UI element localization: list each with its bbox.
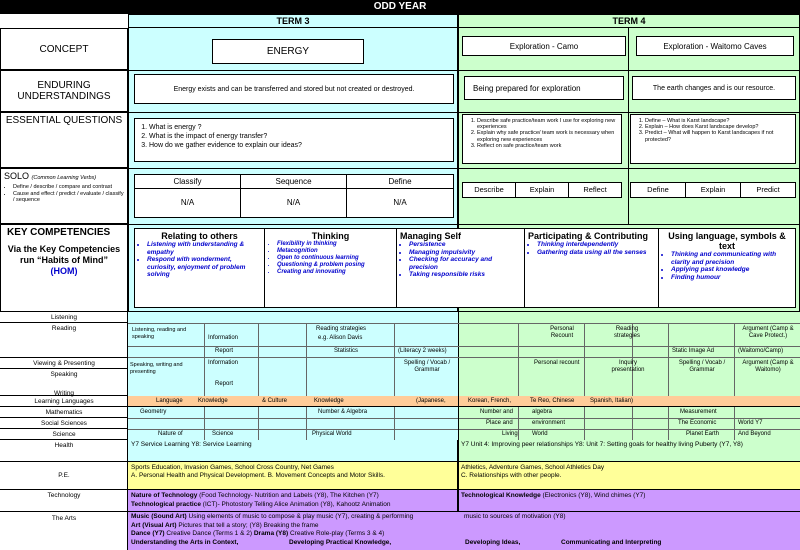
essential-term4a-q2: 2. Explain why safe practice/ team work is necessary when exploring new experiences xyxy=(477,130,621,142)
reading-information: Information xyxy=(208,335,239,341)
social-economic: The Economic xyxy=(678,420,717,426)
arts-drama-label: Drama (Y8) xyxy=(253,530,289,537)
subject-pe: P.E. xyxy=(0,462,128,490)
kc-thinking xyxy=(265,229,397,307)
kc-relating-title: Relating to others xyxy=(161,231,238,241)
tech-nature-text: (Food Technology- Nutrition and Labels (Y8), The Kitchen (Y7) xyxy=(197,492,379,499)
solo-explain-a: Explain xyxy=(516,183,569,197)
solo-define-b: Define xyxy=(631,183,686,197)
subject-speaking: Speaking xyxy=(50,371,78,378)
languages-row xyxy=(128,396,800,407)
kc-panel xyxy=(134,228,796,308)
reading-strategies-t4: Reading strategies xyxy=(613,326,640,339)
kc-relating xyxy=(135,229,265,307)
kc-participating-title: Participating & Contributing xyxy=(528,231,648,241)
solo-term4b xyxy=(630,182,796,198)
health-term3: Y7 Service Learning Y8: Service Learning xyxy=(128,440,458,462)
essential-term4a-q3: 3. Reflect on safe practice/team work xyxy=(477,143,621,149)
speaking-argument: Argument (Camp & Waitomo) xyxy=(742,360,794,373)
tech-practice-text: (ICT)- Photostory Telling Alice Animation (Y8), Kahootz Animation xyxy=(200,501,391,508)
social-environment: environment xyxy=(532,420,566,426)
enduring-label: ENDURING UNDERSTANDINGS xyxy=(0,70,128,112)
lang-3: & Culture xyxy=(262,398,288,404)
tech-term3 xyxy=(128,490,458,512)
essential-term4b-q2: 2. Explain – How does Karst landscape develop? xyxy=(645,124,795,130)
pe-term4-strands: C. Relationships with other people. xyxy=(461,472,562,479)
essential-term3-q1: 1. What is energy ? xyxy=(149,123,453,132)
kc-language-item-3: • Finding humour xyxy=(671,274,792,282)
subject-health: Health xyxy=(0,440,128,462)
lang-1: Language xyxy=(156,398,183,404)
arts-dance-text: Creative Dance (Terms 1 & 2) xyxy=(164,530,254,537)
solo-label xyxy=(0,168,128,224)
kc-thinking-title: Thinking xyxy=(311,231,350,241)
kc-managing-item-4: • Taking responsible risks xyxy=(409,271,521,279)
solo-classify: Classify xyxy=(135,175,241,189)
arts-dance-label: Dance (Y7) xyxy=(131,530,165,537)
essential-term3-q3: 3. How do we gather evidence to explain our ideas? xyxy=(149,141,453,150)
concept-term4a: Exploration - Camo xyxy=(462,36,626,56)
pe-term4 xyxy=(458,462,800,490)
reading-listening: Listening, reading and speaking xyxy=(132,327,187,340)
subject-viewing: Viewing & Presenting xyxy=(0,358,128,369)
science-science: Science xyxy=(212,431,234,437)
pe-term3-activities: Sports Education, Invasion Games, School Cross Country, Net Games xyxy=(131,464,334,471)
essential-term3 xyxy=(134,118,454,162)
tech-practice-label: Technological practice xyxy=(131,501,201,508)
concept-term4b: Exploration - Waitomo Caves xyxy=(636,36,794,56)
essential-term4b-list xyxy=(631,118,795,143)
solo-sequence: Sequence xyxy=(241,175,347,189)
lang-5: (Japanese, xyxy=(416,398,446,404)
solo-predict: Predict xyxy=(756,185,780,194)
science-planet: Planet Earth xyxy=(686,431,720,437)
row-sep-1 xyxy=(128,70,800,71)
lang-7: Te Reo, Chinese xyxy=(530,398,575,404)
pe-term3-strands: A. Personal Health and Physical Development. B. Movement Concepts and Motor Skills. xyxy=(131,472,385,479)
subject-listening: Listening xyxy=(0,312,128,323)
kc-managing xyxy=(397,229,525,307)
kc-title: KEY COMPETENCIES xyxy=(7,227,111,238)
kc-relating-item-1: • Listening with understanding & empathy xyxy=(147,241,261,256)
row-sep-4 xyxy=(128,224,800,225)
reading-strategies-t3: Reading strategies xyxy=(316,326,367,332)
arts-term4-text: music to sources of motivation (Y8) xyxy=(464,513,566,520)
viewing-report: Report xyxy=(215,348,234,354)
subject-social: Social Sciences xyxy=(0,418,128,429)
speaking-spelling-t4: Spelling / Vocab / Grammar xyxy=(678,360,726,373)
essential-term4a xyxy=(462,114,622,164)
essential-term4a-list xyxy=(463,118,621,149)
row-sep-3 xyxy=(128,168,800,169)
enduring-term4a: Being prepared for exploration xyxy=(464,76,624,100)
reading-strategies-example: e.g. Alison Davis xyxy=(318,335,363,341)
arts-music-label: Music (Sound Art) xyxy=(131,513,187,520)
kc-language xyxy=(659,229,795,307)
arts-strand-2: Developing Practical Knowledge, xyxy=(289,538,392,546)
arts-visual-label: Art (Visual Art) xyxy=(131,521,177,529)
social-place: Place and xyxy=(486,420,513,426)
subject-writing: Writing xyxy=(0,382,128,396)
viewing-static-image: Static Image Ad xyxy=(672,348,715,354)
arts-strand-3: Developing Ideas, xyxy=(465,538,521,546)
science-physical: Physical World xyxy=(312,431,352,437)
solo-na-3: N/A xyxy=(393,198,407,207)
solo-na-2: N/A xyxy=(241,189,347,217)
tech-nature-label: Nature of Technology xyxy=(131,492,198,499)
essential-label: ESSENTIAL QUESTIONS xyxy=(0,112,128,168)
science-living: Living xyxy=(502,431,518,437)
reading-argument: Argument (Camp & Cave Protect.) xyxy=(742,326,794,339)
reading-personal-recount: Personal Recount xyxy=(550,326,574,339)
kc-thinking-item-3: • Open to continuous learning xyxy=(277,255,393,262)
essential-term4b xyxy=(630,114,796,164)
speaking-writing: Speaking, writing and presenting xyxy=(130,362,183,375)
solo-term3 xyxy=(134,174,454,218)
page-header: ODD YEAR xyxy=(0,0,800,14)
speaking-inquiry: Inquiry presentation xyxy=(611,360,645,373)
kc-language-item-2: • Applying past knowledge xyxy=(671,266,792,274)
essential-term3-list xyxy=(135,123,453,150)
kc-language-title: Using language, symbols & text xyxy=(668,231,786,251)
kc-thinking-item-2: • Metacognition xyxy=(277,248,393,255)
arts-visual-text: Pictures that tell a story; (Y8) Breaking the frame xyxy=(176,521,319,529)
kc-thinking-item-5: • Creating and innovating xyxy=(277,269,393,276)
writing-report: Report xyxy=(215,381,234,387)
solo-subtitle: (Common Learning Verbs) xyxy=(31,175,97,181)
tech-knowledge-label: Technological Knowledge xyxy=(461,492,541,499)
lang-8: Spanish, Italian) xyxy=(590,398,634,404)
science-nature-of: Nature of xyxy=(158,431,183,437)
kc-description: Via the Key Competencies run “Habits of Mind” xyxy=(7,244,121,265)
subject-languages: Learning Languages xyxy=(0,396,128,407)
speaking-personal-recount: Personal recount xyxy=(534,360,580,366)
kc-thinking-item-4: • Questioning & problem posing xyxy=(277,262,393,269)
enduring-term4b: The earth changes and is our resource. xyxy=(632,76,796,100)
solo-bullet-2: • Cause and effect / predict / evaluate / classify / sequence xyxy=(13,191,124,204)
science-world: World xyxy=(532,431,548,437)
arts-strand-1: Understanding the Arts in Context, xyxy=(131,538,239,546)
term4-split xyxy=(628,28,629,224)
lang-6: Korean, French, xyxy=(468,398,512,404)
solo-bullet-1: • Define / describe / compare and contrast xyxy=(13,184,124,191)
kc-thinking-item-1: • Flexibility in thinking xyxy=(277,241,393,248)
tech-term4 xyxy=(458,490,800,512)
kc-managing-item-1: • Persistence xyxy=(409,241,521,249)
concept-term3: ENERGY xyxy=(212,39,364,64)
subject-technology: Technology xyxy=(0,490,128,512)
kc-label xyxy=(0,224,128,312)
solo-title: SOLO xyxy=(4,171,30,181)
maths-number-and: Number and xyxy=(480,409,514,415)
kc-hom: (HOM) xyxy=(50,266,78,276)
maths-algebra: algebra xyxy=(532,409,553,415)
arts-drama-text: Creative Role-play (Terms 3 & 4) xyxy=(288,530,385,537)
kc-managing-title: Managing Self xyxy=(400,231,462,241)
science-beyond: And Beyond xyxy=(738,431,771,437)
pe-term4-activities: Athletics, Adventure Games, School Athletics Day xyxy=(461,464,605,471)
solo-reflect: Reflect xyxy=(583,185,607,194)
essential-term4b-q1: 1. Define – What is Karst landscape? xyxy=(645,118,795,124)
subject-science: Science xyxy=(0,429,128,440)
solo-term4a xyxy=(462,182,622,198)
viewing-literacy: (Literacy 2 weeks) xyxy=(398,348,447,354)
kc-participating-item-2: • Gathering data using all the senses xyxy=(537,249,655,257)
term4-header: TERM 4 xyxy=(458,14,800,28)
arts-strand-4: Communicating and Interpreting xyxy=(561,538,662,546)
essential-term4a-q1: 1. Describe safe practice/team work I use for exploring new experiences xyxy=(477,118,621,130)
speaking-spelling-t3: Spelling / Vocab / Grammar xyxy=(403,360,451,373)
solo-na-1: N/A xyxy=(135,189,241,217)
kc-relating-item-2: • Respond with wonderment, curiosity, enjoyment of problem solving xyxy=(147,256,261,279)
term3-header: TERM 3 xyxy=(128,14,458,28)
subject-mathematics: Mathematics xyxy=(0,407,128,418)
solo-explain-b: Explain xyxy=(686,183,741,197)
maths-measurement: Measurement xyxy=(680,409,717,415)
arts-music-text: Using elements of music to compose & play music (Y7), creating & performing xyxy=(186,513,414,520)
maths-number-algebra: Number & Algebra xyxy=(318,409,368,415)
kc-participating-item-1: • Thinking interdependently xyxy=(537,241,655,249)
lang-2: Knowledge xyxy=(198,398,228,404)
row-sep-2 xyxy=(128,112,800,113)
maths-geometry: Geometry xyxy=(140,409,167,415)
viewing-waitomo-camp: (Waitomo/Camp) xyxy=(738,348,784,354)
kc-participating xyxy=(525,229,659,307)
solo-define: Define xyxy=(347,175,453,189)
tech-knowledge-text: (Electronics (Y8), Wind chimes (Y7) xyxy=(540,492,646,499)
subject-reading: Reading xyxy=(51,325,77,332)
kc-language-item-1: • Thinking and communicating with clarity and precision xyxy=(671,251,792,266)
viewing-statistics: Statistics xyxy=(334,348,359,354)
social-world: World Y7 xyxy=(738,420,763,426)
health-term4: Y7 Unit 4: Improving peer relationships Y8: Unit 7: Setting goals for healthy living Puberty (Y7, Y8) xyxy=(458,440,800,462)
essential-term4b-q3: 3. Predict – What will happen to Karst landscapes if not protected? xyxy=(645,130,795,142)
subject-column xyxy=(0,312,128,550)
subject-arts: The Arts xyxy=(51,515,77,522)
enduring-term3: Energy exists and can be transferred and stored but not created or destroyed. xyxy=(134,74,454,104)
lang-4: Knowledge xyxy=(314,398,344,404)
concept-label: CONCEPT xyxy=(0,28,128,70)
solo-describe: Describe xyxy=(463,183,516,197)
speaking-information: Information xyxy=(208,360,239,366)
pe-term3 xyxy=(128,462,458,490)
kc-managing-item-2: • Managing impulsivity xyxy=(409,249,521,257)
kc-managing-item-3: • Checking for accuracy and precision xyxy=(409,256,521,271)
essential-term3-q2: 2. What is the impact of energy transfer? xyxy=(149,132,453,141)
